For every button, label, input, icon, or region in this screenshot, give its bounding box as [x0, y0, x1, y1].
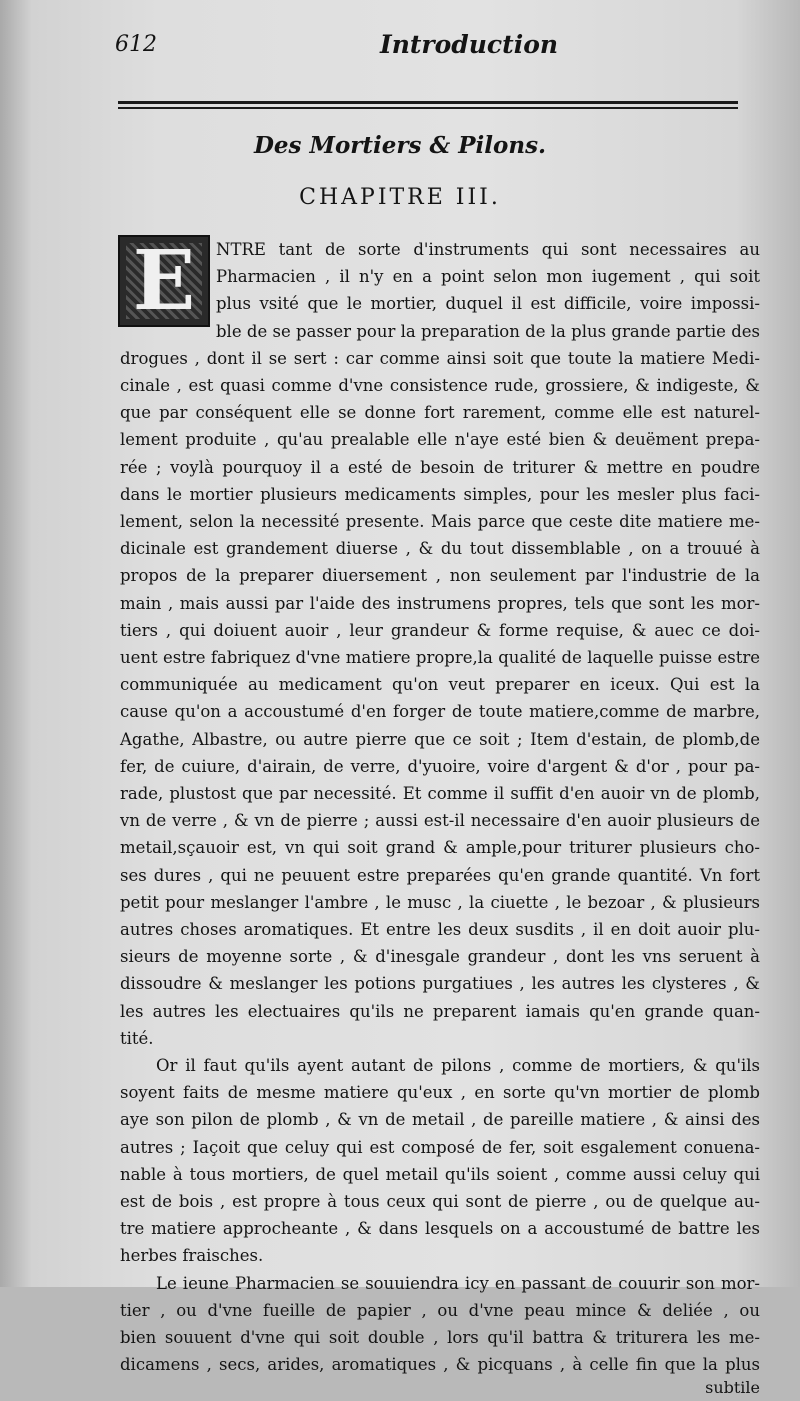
text-line: dicamens , secs, arides, aromatiques , & picquans , à celle fin que la plus	[120, 1355, 760, 1375]
text-line: lement, selon la necessité presente. Mais parce que ceste dite matiere me-	[120, 512, 760, 531]
text-line: petit pour meslanger l'ambre , le musc , la ciuette , le bezoar , & plusieurs	[120, 892, 760, 912]
text-line: vn de verre , & vn de pierre ; aussi est-il necessaire d'en auoir plusieurs de	[120, 811, 760, 831]
text-line: main , mais aussi par l'aide des instrumens propres, tels que sont les mor-	[120, 593, 760, 613]
page-number: 612	[115, 32, 157, 57]
text-line: cinale , est quasi comme d'vne consistence rude, grossiere, & indigeste, &	[120, 376, 760, 395]
text-line: herbes fraisches.	[120, 1246, 264, 1266]
text-line: ble de se passer pour la preparation de la plus grande partie des	[216, 321, 760, 341]
drop-cap-letter: E	[132, 233, 196, 329]
text-line: aye son pilon de plomb , & vn de metail , de pareille matiere , & ainsi des	[120, 1110, 760, 1130]
text-line: plus vsité que le mortier, duquel il est difficile, voire impossi-	[216, 294, 760, 314]
text-line: dans le mortier plusieurs medicaments simples, pour les mesler plus faci-	[120, 484, 760, 504]
text-line: les autres les electuaires qu'ils ne preparent iamais qu'en grande quan-	[120, 1001, 760, 1021]
text-line: tier , ou d'vne fueille de papier , ou d'vne peau mince & deliée , ou	[120, 1300, 760, 1320]
text-line: propos de la preparer diuersement , non seulement par l'industrie de la	[120, 566, 760, 586]
text-line: rade, plustost que par necessité. Et comme il suffit d'en auoir vn de plomb,	[120, 784, 760, 803]
text-line: NTRE tant de sorte d'instruments qui sont necessaires au	[216, 240, 760, 259]
chapter-title: CHAPITRE III.	[299, 185, 501, 210]
text-line: fer, de cuiure, d'airain, de verre, d'yuoire, voire d'argent & d'or , pour pa-	[120, 756, 760, 776]
header-rule-thin	[118, 107, 738, 109]
text-line: nable à tous mortiers, de quel metail qu'ils soient , comme aussi celuy qui	[120, 1164, 760, 1184]
text-line: drogues , dont il se sert : car comme ainsi soit que toute la matiere Medi-	[120, 348, 760, 368]
running-head: Introduction	[380, 30, 559, 59]
text-line: soyent faits de mesme matiere qu'eux , en sorte qu'vn mortier de plomb	[120, 1083, 760, 1103]
section-title: Des Mortiers & Pilons.	[253, 132, 547, 159]
text-line: Or il faut qu'ils ayent autant de pilons , comme de mortiers, & qu'ils	[156, 1056, 760, 1075]
header-rule-thick	[118, 101, 738, 104]
text-line: uent estre fabriquez d'vne matiere propre,la qualité de laquelle puisse estre	[120, 648, 760, 667]
text-line: autres ; Iaçoit que celuy qui est composé de fer, soit esgalement conuena-	[120, 1137, 760, 1157]
text-line: que par conséquent elle se donne fort rarement, comme elle est naturel-	[120, 403, 760, 423]
text-line: autres choses aromatiques. Et entre les deux susdits , il en doit auoir plu-	[120, 920, 760, 939]
text-line: sieurs de moyenne sorte , & d'inesgale grandeur , dont les vns seruent à	[120, 947, 760, 967]
text-line: Agathe, Albastre, ou autre pierre que ce soit ; Item d'estain, de plomb,de	[120, 729, 760, 749]
page-header	[115, 30, 745, 64]
catchword: subtile	[705, 1378, 760, 1398]
text-line: est de bois , est propre à tous ceux qui sont de pierre , ou de quelque au-	[120, 1192, 760, 1211]
text-line: communiquée au medicament qu'on veut preparer en iceux. Qui est la	[120, 675, 760, 695]
text-line: bien souuent d'vne qui soit double , lors qu'il battra & triturera les me-	[120, 1328, 760, 1347]
text-line: Pharmacien , il n'y en a point selon mon iugement , qui soit	[216, 267, 760, 287]
text-line: dicinale est grandement diuerse , & du tout dissemblable , on a trouué à	[120, 539, 760, 559]
text-line: tiers , qui doiuent auoir , leur grandeur & forme requise, & auec ce doi-	[120, 620, 760, 640]
text-line: ses dures , qui ne peuuent estre preparées qu'en grande quantité. Vn fort	[120, 865, 760, 885]
text-line: tre matiere approcheante , & dans lesquels on a accoustumé de battre les	[120, 1219, 760, 1239]
text-line: lement produite , qu'au prealable elle n'aye esté bien & deuëment prepa-	[120, 430, 760, 450]
text-line: Le ieune Pharmacien se souuiendra icy en passant de couurir son mor-	[156, 1273, 760, 1293]
text-line: dissoudre & meslanger les potions purgatiues , les autres les clysteres , &	[120, 974, 760, 994]
text-line: cause qu'on a accoustumé d'en forger de toute matiere,comme de marbre,	[120, 702, 760, 722]
text-line: metail,sçauoir est, vn qui soit grand & ample,pour triturer plusieurs cho-	[120, 838, 760, 858]
text-line: tité.	[120, 1028, 154, 1048]
text-line: rée ; voylà pourquoy il a esté de besoin de triturer & mettre en poudre	[120, 457, 760, 477]
